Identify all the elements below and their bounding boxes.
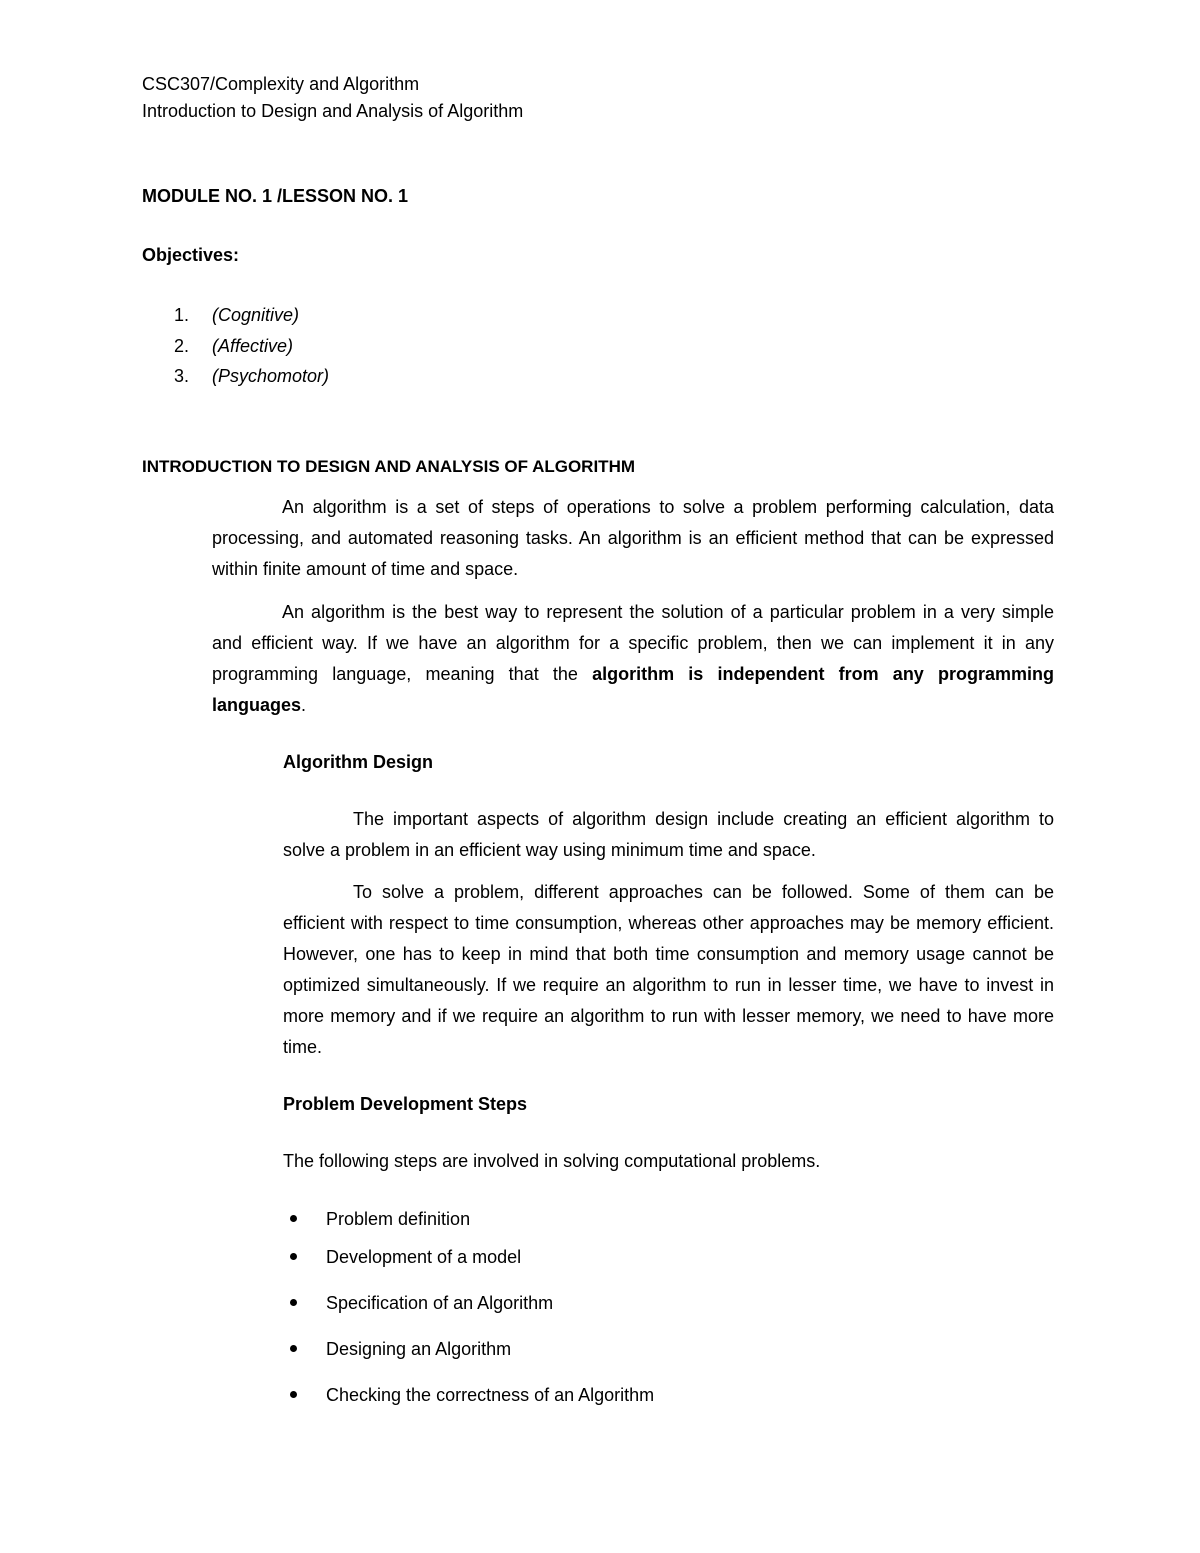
- intro-paragraph-2: [212, 597, 1054, 721]
- objective-item: [174, 365, 329, 387]
- list-item: [326, 1338, 511, 1360]
- bullet-icon: [290, 1345, 297, 1352]
- list-item: [326, 1384, 654, 1406]
- objective-item: [174, 335, 293, 357]
- intro-paragraph-2-start: An algorithm is the best way to represent the solution of a particular problem in a very simple and efficient way. If we have an algorithm for a specific problem, then we can implement it in any programming language, meaning that the: [212, 602, 1054, 684]
- intro-paragraph-2-bold: algorithm is independent from any programming languages: [212, 664, 1055, 715]
- intro-paragraph-1: An algorithm is a set of steps of operations to solve a problem performing calculation, data processing, and automated reasoning tasks. An algorithm is an efficient method that can be expressed within finite amount of time and space.: [212, 497, 1054, 579]
- bullet-icon: [290, 1215, 297, 1222]
- objective-number: 1.: [174, 305, 190, 325]
- list-item-text: Development of a model: [326, 1247, 522, 1267]
- bullet-icon: [290, 1299, 297, 1306]
- bullet-icon: [290, 1253, 297, 1260]
- algorithm-design-heading: Algorithm Design: [283, 752, 434, 772]
- list-item-text: Designing an Algorithm: [326, 1339, 512, 1359]
- objective-number: 2.: [174, 336, 190, 356]
- list-item-text: Checking the correctness of an Algorithm: [326, 1385, 655, 1405]
- objectives-heading: Objectives:: [142, 245, 240, 265]
- objective-text: (Affective): [212, 336, 294, 356]
- objective-item: [174, 304, 299, 326]
- list-item: [326, 1292, 553, 1314]
- document-subtitle: Introduction to Design and Analysis of Algorithm: [142, 101, 524, 121]
- course-header: CSC307/Complexity and Algorithm: [142, 74, 420, 94]
- problem-steps-intro: The following steps are involved in solving computational problems.: [283, 1151, 821, 1171]
- section-heading: INTRODUCTION TO DESIGN AND ANALYSIS OF ALGORITHM: [142, 457, 636, 476]
- objective-text: (Cognitive): [212, 305, 300, 325]
- objective-text: (Psychomotor): [212, 366, 330, 386]
- design-paragraph-1: The important aspects of algorithm design include creating an efficient algorithm to solve a problem in an efficient way using minimum time and space.: [283, 809, 1054, 860]
- list-item: [326, 1246, 521, 1268]
- list-item-text: Problem definition: [326, 1209, 471, 1229]
- list-item: [326, 1208, 470, 1230]
- intro-paragraph-2-end: .: [301, 695, 307, 715]
- objective-number: 3.: [174, 366, 190, 386]
- design-paragraph-2: To solve a problem, different approaches can be followed. Some of them can be efficient with respect to time consumption, whereas other approaches may be memory efficient. However, one has to keep in mind that both time consumption and memory usage cannot be optimized simultaneously. If we require an algorithm to run in lesser time, we have to invest in more memory and if we require an algorithm to run with lesser memory, we need to have more time.: [283, 882, 1054, 1057]
- problem-steps-heading: Problem Development Steps: [283, 1094, 528, 1114]
- module-lesson-line: MODULE NO. 1 /LESSON NO. 1: [142, 186, 409, 206]
- list-item-text: Specification of an Algorithm: [326, 1293, 554, 1313]
- bullet-icon: [290, 1391, 297, 1398]
